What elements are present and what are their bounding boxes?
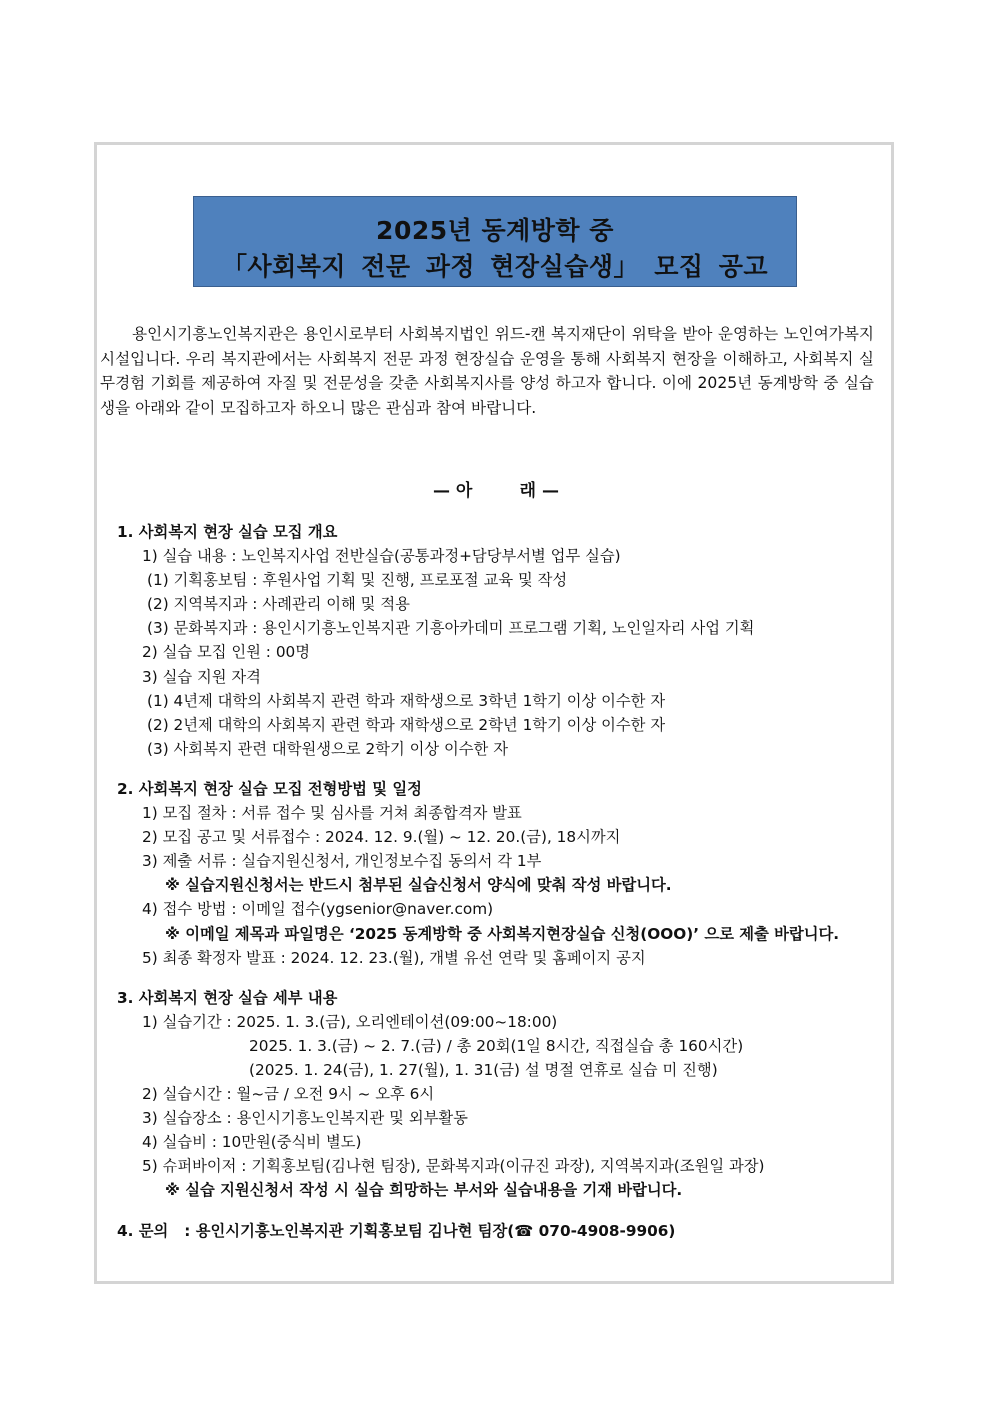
- intro-paragraph: [100, 322, 874, 420]
- intro-text: 용인시기흥노인복지관은 용인시로부터 사회복지법인 위드-캔 복지재단이 위탁을 받아 운영하는 노인여가복지시설입니다. 우리 복지관에서는 사회복지 전문 과정 현장실습 운영을 통해 사회복지 현장을 이해하고, 사회복지 실무경험 기회를 제공하여 자질 및 전문성을 갖춘 사회복지사를 양성 하고자 합니다. 이에 2025년 동계방학 중 실습생을 아래와 같이 모집하고자 하오니 많은 관심과 참여 바랍니다.: [100, 325, 874, 417]
- s2-item-1: 1) 모집 절차 : 서류 접수 및 심사를 거쳐 최종합격자 발표: [142, 804, 522, 823]
- s3-item-1b: 2025. 1. 3.(금) ~ 2. 7.(금) / 총 20회(1일 8시간, 직접실습 총 160시간): [249, 1036, 744, 1055]
- s1-item-1b: (2) 지역복지과 : 사례관리 이해 및 적용: [147, 595, 410, 614]
- s2-item-5: 5) 최종 확정자 발표 : 2024. 12. 23.(월), 개별 유선 연락 및 홈페이지 공지: [142, 948, 646, 967]
- s3-item-5: 5) 슈퍼바이저 : 기획홍보팀(김나현 팀장), 문화복지과(이규진 과장), 지역복지과(조원일 과장): [142, 1157, 765, 1176]
- s1-item-3c: (3) 사회복지 관련 대학원생으로 2학기 이상 이수한 자: [147, 739, 508, 758]
- s2-note-2: ※ 이메일 제목과 파일명은 ‘2025 동계방학 중 사회복지현장실습 신청(OOO)’ 으로 제출 바랍니다.: [165, 924, 840, 943]
- s1-item-1: 1) 실습 내용 : 노인복지사업 전반실습(공통과정+담당부서별 업무 실습): [142, 547, 621, 566]
- s1-item-2: 2) 실습 모집 인원 : 00명: [142, 643, 311, 662]
- s2-item-2: 2) 모집 공고 및 서류접수 : 2024. 12. 9.(월) ~ 12. 20.(금), 18시까지: [142, 828, 621, 847]
- s1-item-1a: (1) 기획홍보팀 : 후원사업 기획 및 진행, 프로포절 교육 및 작성: [147, 571, 568, 590]
- s3-item-2: 2) 실습시간 : 월~금 / 오전 9시 ~ 오후 6시: [142, 1085, 435, 1104]
- s1-item-3a: (1) 4년제 대학의 사회복지 관련 학과 재학생으로 3학년 1학기 이상 이수한 자: [147, 691, 666, 710]
- contact-prefix: 4. 문의 : 용인시기흥노인복지관 기획홍보팀 김나현 팀장(: [117, 1221, 515, 1240]
- notice-body: [117, 520, 887, 1243]
- section-1-heading: 1. 사회복지 현장 실습 모집 개요: [117, 523, 338, 541]
- s1-item-1c: (3) 문화복지과 : 용인시기흥노인복지관 기흥아카데미 프로그램 기획, 노인일자리 사업 기획: [147, 619, 755, 638]
- section-divider-heading: — 아 래 —: [432, 481, 560, 501]
- s3-note: ※ 실습 지원신청서 작성 시 실습 희망하는 부서와 실습내용을 기재 바랍니다.: [165, 1181, 683, 1200]
- section-4-contact: [117, 1219, 887, 1243]
- s3-item-1c: (2025. 1. 24(금), 1. 27(월), 1. 31(금) 설 명절 연휴로 실습 미 진행): [249, 1060, 718, 1079]
- title-line-1: 2025년 동계방학 중: [376, 216, 614, 245]
- title-line-2: 「사회복지 전문 과정 현장실습생」 모집 공고: [221, 252, 769, 281]
- section-3-heading: 3. 사회복지 현장 실습 세부 내용: [117, 988, 338, 1007]
- contact-phone: 070-4908-9906): [533, 1221, 676, 1240]
- s2-note-1: ※ 실습지원신청서는 반드시 첨부된 실습신청서 양식에 맞춰 작성 바랍니다.: [165, 876, 672, 895]
- s3-item-3: 3) 실습장소 : 용인시기흥노인복지관 및 외부활동: [142, 1109, 468, 1128]
- s1-item-3: 3) 실습 지원 자격: [142, 667, 261, 686]
- s2-item-4: 4) 접수 방법 : 이메일 접수(ygsenior@naver.com): [142, 900, 494, 919]
- s3-item-4: 4) 실습비 : 10만원(중식비 별도): [142, 1133, 362, 1152]
- title-banner: [193, 196, 797, 287]
- s3-item-1: 1) 실습기간 : 2025. 1. 3.(금), 오리엔테이션(09:00~18:00): [142, 1012, 558, 1031]
- s1-item-3b: (2) 2년제 대학의 사회복지 관련 학과 재학생으로 2학년 1학기 이상 이수한 자: [147, 715, 666, 734]
- phone-icon: ☎: [514, 1221, 534, 1240]
- s2-item-3: 3) 제출 서류 : 실습지원신청서, 개인정보수집 동의서 각 1부: [142, 852, 542, 871]
- section-2-heading: 2. 사회복지 현장 실습 모집 전형방법 및 일정: [117, 779, 422, 798]
